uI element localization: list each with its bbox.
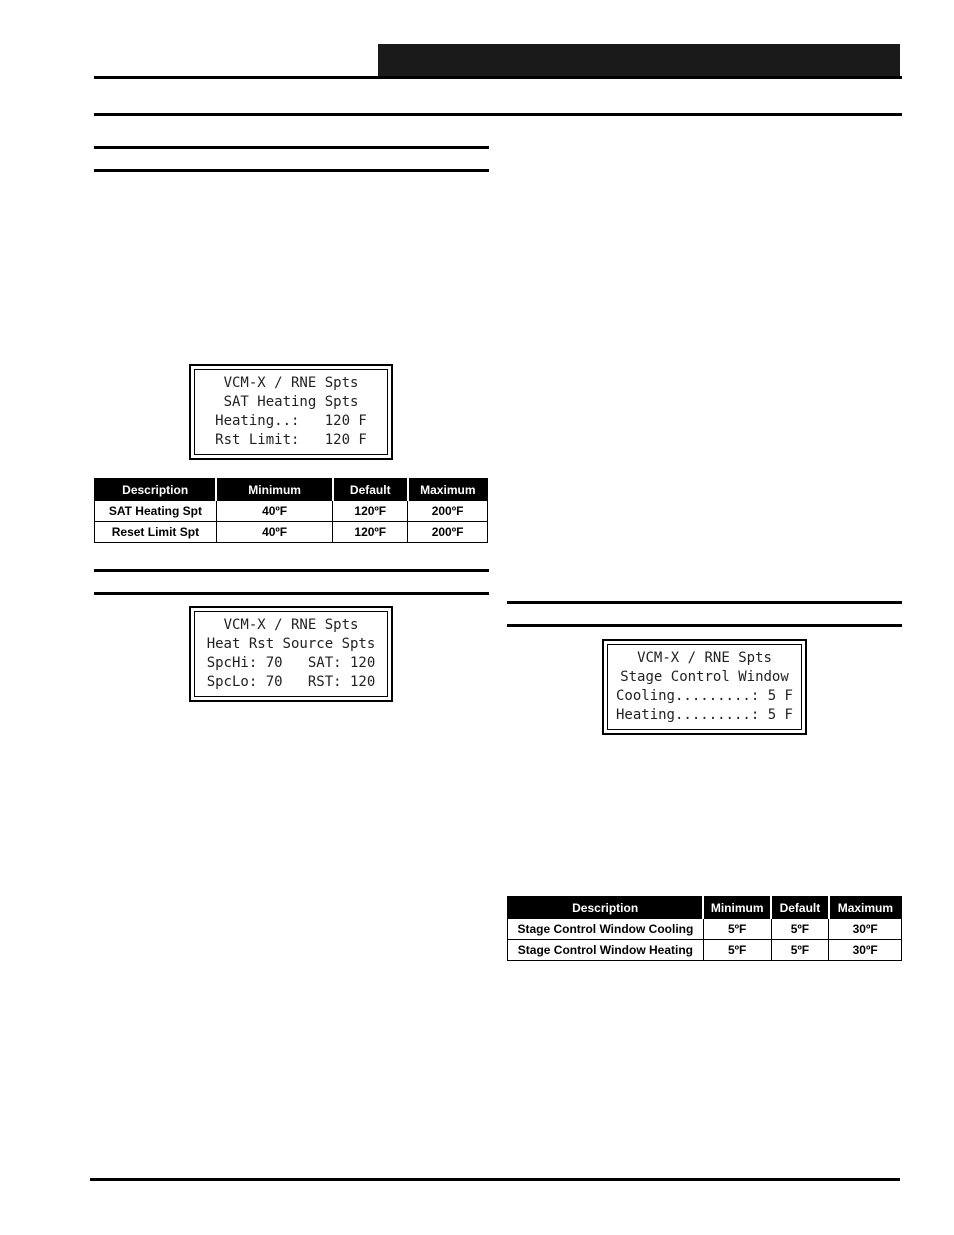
col-header-minimum: Minimum — [703, 897, 771, 919]
lcd-line: Cooling.........: 5 F — [615, 688, 793, 704]
table-row — [508, 919, 902, 940]
table-cell: 40ºF — [216, 522, 333, 543]
lcd-line: Heating.........: 5 F — [615, 707, 793, 723]
table-cell: 5ºF — [771, 940, 829, 961]
right-section-rule-a — [507, 601, 902, 604]
col-header-maximum: Maximum — [408, 479, 488, 501]
lcd-line: VCM-X / RNE Spts — [223, 617, 359, 633]
lcd-display-sat-heating — [189, 364, 393, 460]
table-cell: Stage Control Window Cooling — [508, 919, 704, 940]
col-header-default: Default — [333, 479, 408, 501]
left-section-rule-2a — [94, 569, 489, 572]
table-cell: 200ºF — [408, 501, 488, 522]
lcd-display-stage-control — [602, 639, 807, 735]
lcd-display-heat-rst-source — [189, 606, 393, 702]
lcd-line: Heat Rst Source Spts — [206, 636, 376, 652]
lcd-line: Heating..: 120 F — [215, 413, 367, 429]
sat-heating-spec-table — [94, 478, 488, 543]
stage-control-spec-table — [507, 896, 902, 961]
header-rule — [94, 76, 902, 79]
table-cell: 120ºF — [333, 522, 408, 543]
table-row — [95, 501, 488, 522]
lcd-line: VCM-X / RNE Spts — [637, 650, 772, 666]
table-cell: 30ºF — [829, 919, 902, 940]
col-header-default: Default — [771, 897, 829, 919]
lcd-line: Stage Control Window — [620, 669, 789, 685]
header-title-bar — [378, 44, 900, 78]
lcd-line: SAT Heating Spts — [223, 394, 359, 410]
col-header-minimum: Minimum — [216, 479, 333, 501]
lcd-line: SpcHi: 70 SAT: 120 — [206, 655, 376, 671]
table-header-row — [95, 479, 488, 501]
table-cell: 30ºF — [829, 940, 902, 961]
table-cell: 40ºF — [216, 501, 333, 522]
table-row — [95, 522, 488, 543]
table-header-row — [508, 897, 902, 919]
table-cell: 120ºF — [333, 501, 408, 522]
lcd-line: VCM-X / RNE Spts — [223, 375, 359, 391]
table-cell: 5ºF — [771, 919, 829, 940]
col-header-maximum: Maximum — [829, 897, 902, 919]
left-section-rule-1b — [94, 169, 489, 172]
table-cell: 5ºF — [703, 940, 771, 961]
right-section-rule-b — [507, 624, 902, 627]
table-row — [508, 940, 902, 961]
footer-rule — [90, 1178, 900, 1181]
table-cell: 5ºF — [703, 919, 771, 940]
table-cell: Reset Limit Spt — [95, 522, 217, 543]
lcd-line: SpcLo: 70 RST: 120 — [206, 674, 376, 690]
section-rule-top — [94, 113, 902, 116]
table-cell: 200ºF — [408, 522, 488, 543]
left-section-rule-1a — [94, 146, 489, 149]
col-header-description: Description — [95, 479, 217, 501]
col-header-description: Description — [508, 897, 704, 919]
left-section-rule-2b — [94, 592, 489, 595]
lcd-line: Rst Limit: 120 F — [215, 432, 367, 448]
table-cell: SAT Heating Spt — [95, 501, 217, 522]
table-cell: Stage Control Window Heating — [508, 940, 704, 961]
